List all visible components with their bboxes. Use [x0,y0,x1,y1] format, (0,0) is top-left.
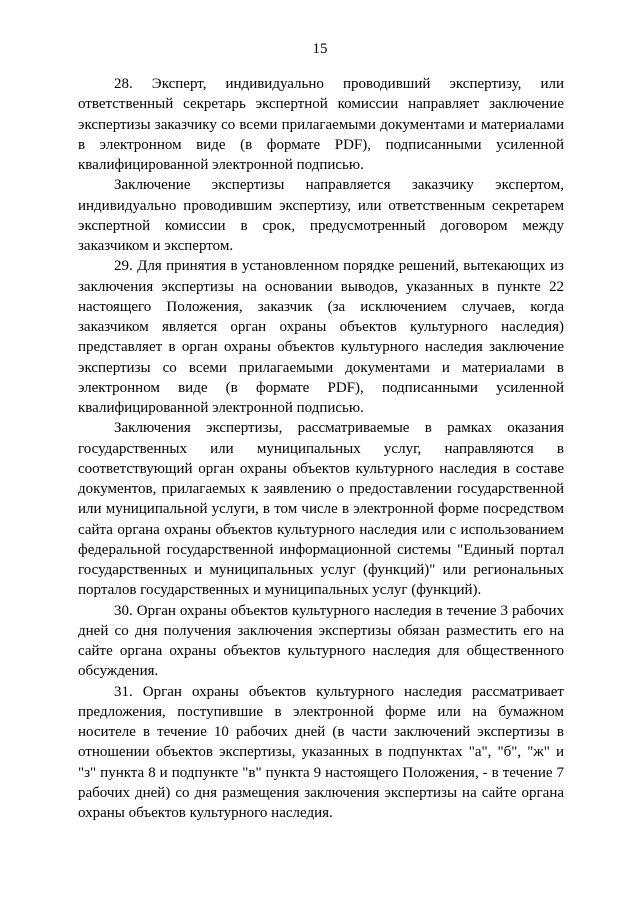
paragraph-29: 29. Для принятия в установленном порядке решений, вытекающих из заключения экспертизы на основании выводов, указанных в пункте 22 настоящего Положения, заказчик (за исключением случаев, когда заказчиком является орган охраны объектов культурного наследия) представляет в орган охраны объектов культурного наследия заключение экспертизы со всеми прилагаемыми документами и материалами в электронном виде (в формате PDF), подписанными усиленной квалифицированной электронной подписью. [78,258,564,416]
paragraph-30: 30. Орган охраны объектов культурного наследия в течение 3 рабочих дней со дня получения заключения экспертизы обязан разместить его на сайте органа охраны объектов культурного наследия для общественного обсуждения. [78,602,564,680]
paragraph-29-continuation: Заключения экспертизы, рассматриваемые в рамках оказания государственных или муниципальных услуг, направляются в соответствующий орган охраны объектов культурного наследия в составе документов, прилагаемых к заявлению о предоставлении государственной или муниципальной услуги, в том числе в электронной форме посредством сайта органа охраны объектов культурного наследия или с использованием федеральной государственной информационной системы "Единый портал государственных и муниципальных услуг (функций)" или региональных порталов государственных и муниципальных услуг (функций). [78,420,564,599]
document-body [78,74,564,823]
paragraph-28-continuation: Заключение экспертизы направляется заказчику экспертом, индивидуально проводившим экспертизу, или ответственным секретарем экспертной комиссии в срок, предусмотренный договором между заказчиком и экспертом. [78,177,564,254]
paragraph-28: 28. Эксперт, индивидуально проводивший экспертизу, или ответственный секретарь экспертной комиссии направляет заключение экспертизы заказчику со всеми прилагаемыми документами и материалами в электронном виде (в формате PDF), подписанными усиленной квалифицированной электронной подписью. [78,76,564,173]
paragraph-31: 31. Орган охраны объектов культурного наследия рассматривает предложения, поступившие в электронной форме или на бумажном носителе в течение 10 рабочих дней (в части заключений экспертизы в отношении объектов экспертизы, указанных в подпунктах "а", "б", "ж" и "з" пункта 8 и подпункте "в" пункта 9 настоящего Положения, - в течение 7 рабочих дней) со дня размещения заключения экспертизы на сайте органа охраны объектов культурного наследия. [78,683,564,821]
page-number: 15 [312,41,328,57]
